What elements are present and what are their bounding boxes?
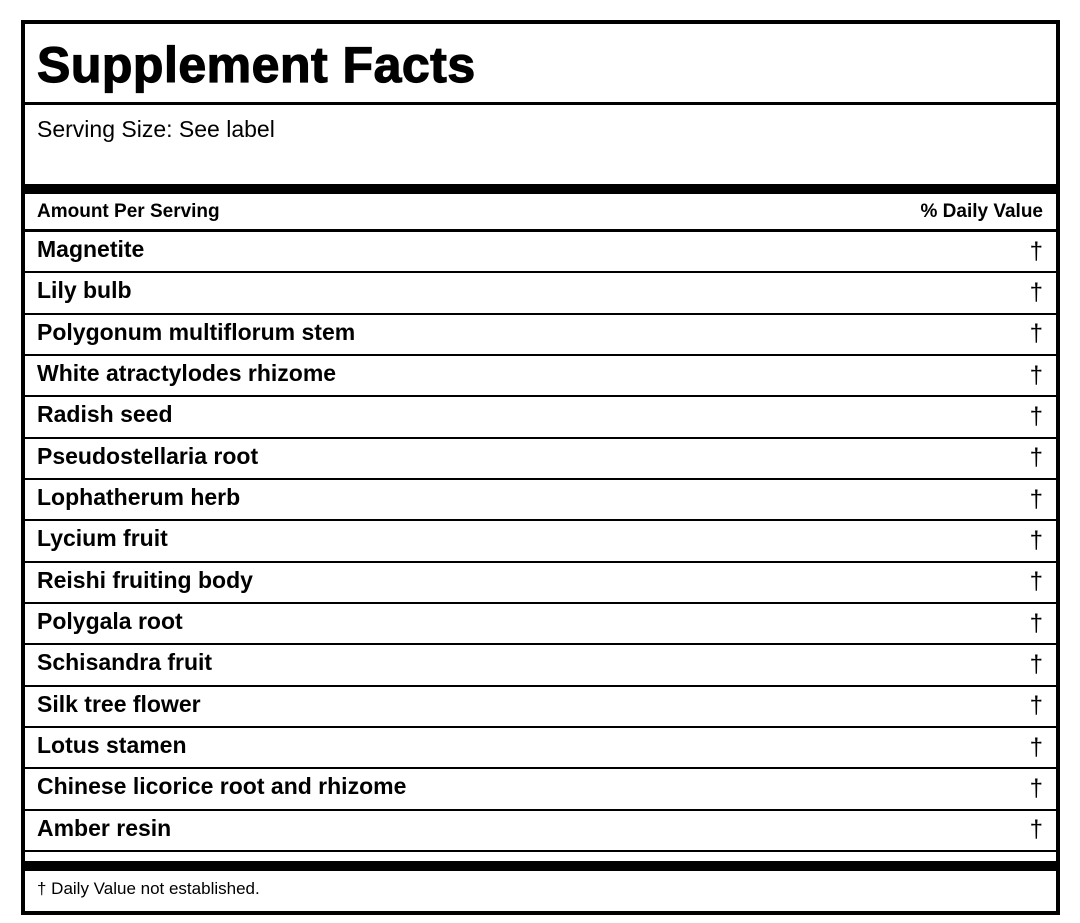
daily-value-dagger: †: [1029, 444, 1043, 472]
column-header-row: [25, 194, 1056, 232]
daily-value-dagger: †: [1029, 402, 1043, 430]
ingredient-name: Lotus stamen: [37, 732, 187, 759]
ingredient-name: Reishi fruiting body: [37, 566, 253, 593]
ingredient-row: [25, 356, 1056, 397]
daily-value-dagger: †: [1029, 650, 1043, 678]
ingredient-name: Pseudostellaria root: [37, 442, 259, 469]
ingredient-row: [25, 811, 1056, 852]
ingredient-row: [25, 645, 1056, 686]
spacer: [25, 852, 1056, 861]
footnote: † Daily Value not established.: [37, 878, 260, 898]
ingredient-row: [25, 397, 1056, 438]
ingredient-row: [25, 604, 1056, 645]
ingredient-list: [25, 232, 1056, 852]
ingredient-name: Lycium fruit: [37, 525, 168, 552]
ingredient-name: Amber resin: [37, 814, 172, 841]
ingredient-name: Schisandra fruit: [37, 649, 213, 676]
daily-value-dagger: †: [1029, 237, 1043, 265]
bottom-thick-divider: [25, 861, 1056, 871]
serving-size: Serving Size: See label: [37, 116, 275, 142]
ingredient-row: [25, 521, 1056, 562]
daily-value-dagger: †: [1029, 816, 1043, 844]
daily-value-dagger: †: [1029, 692, 1043, 720]
daily-value-dagger: †: [1029, 526, 1043, 554]
ingredient-row: [25, 687, 1056, 728]
ingredient-row: [25, 769, 1056, 810]
ingredient-name: Lily bulb: [37, 277, 132, 304]
supplement-facts-panel: [21, 20, 1060, 915]
title-section: [25, 24, 1056, 105]
daily-value-dagger: †: [1029, 485, 1043, 513]
ingredient-row: [25, 315, 1056, 356]
ingredient-row: [25, 273, 1056, 314]
daily-value-dagger: †: [1029, 609, 1043, 637]
ingredient-name: Chinese licorice root and rhizome: [37, 773, 407, 800]
ingredient-name: White atractylodes rhizome: [37, 360, 337, 387]
ingredient-row: [25, 563, 1056, 604]
ingredient-row: [25, 728, 1056, 769]
daily-value-header: % Daily Value: [920, 200, 1043, 222]
daily-value-dagger: †: [1029, 568, 1043, 596]
ingredient-name: Lophatherum herb: [37, 484, 241, 511]
amount-per-serving-header: Amount Per Serving: [37, 200, 220, 222]
ingredient-name: Magnetite: [37, 236, 145, 263]
ingredient-name: Radish seed: [37, 401, 173, 428]
daily-value-dagger: †: [1029, 278, 1043, 306]
ingredient-name: Polygala root: [37, 608, 183, 635]
ingredient-name: Silk tree flower: [37, 690, 201, 717]
ingredient-row: [25, 439, 1056, 480]
ingredient-row: [25, 480, 1056, 521]
ingredient-row: [25, 232, 1056, 273]
daily-value-dagger: †: [1029, 320, 1043, 348]
daily-value-dagger: †: [1029, 774, 1043, 802]
ingredient-name: Polygonum multiflorum stem: [37, 318, 356, 345]
daily-value-dagger: †: [1029, 733, 1043, 761]
daily-value-dagger: †: [1029, 361, 1043, 389]
thick-divider: [25, 184, 1056, 194]
panel-title: Supplement Facts: [37, 37, 476, 93]
